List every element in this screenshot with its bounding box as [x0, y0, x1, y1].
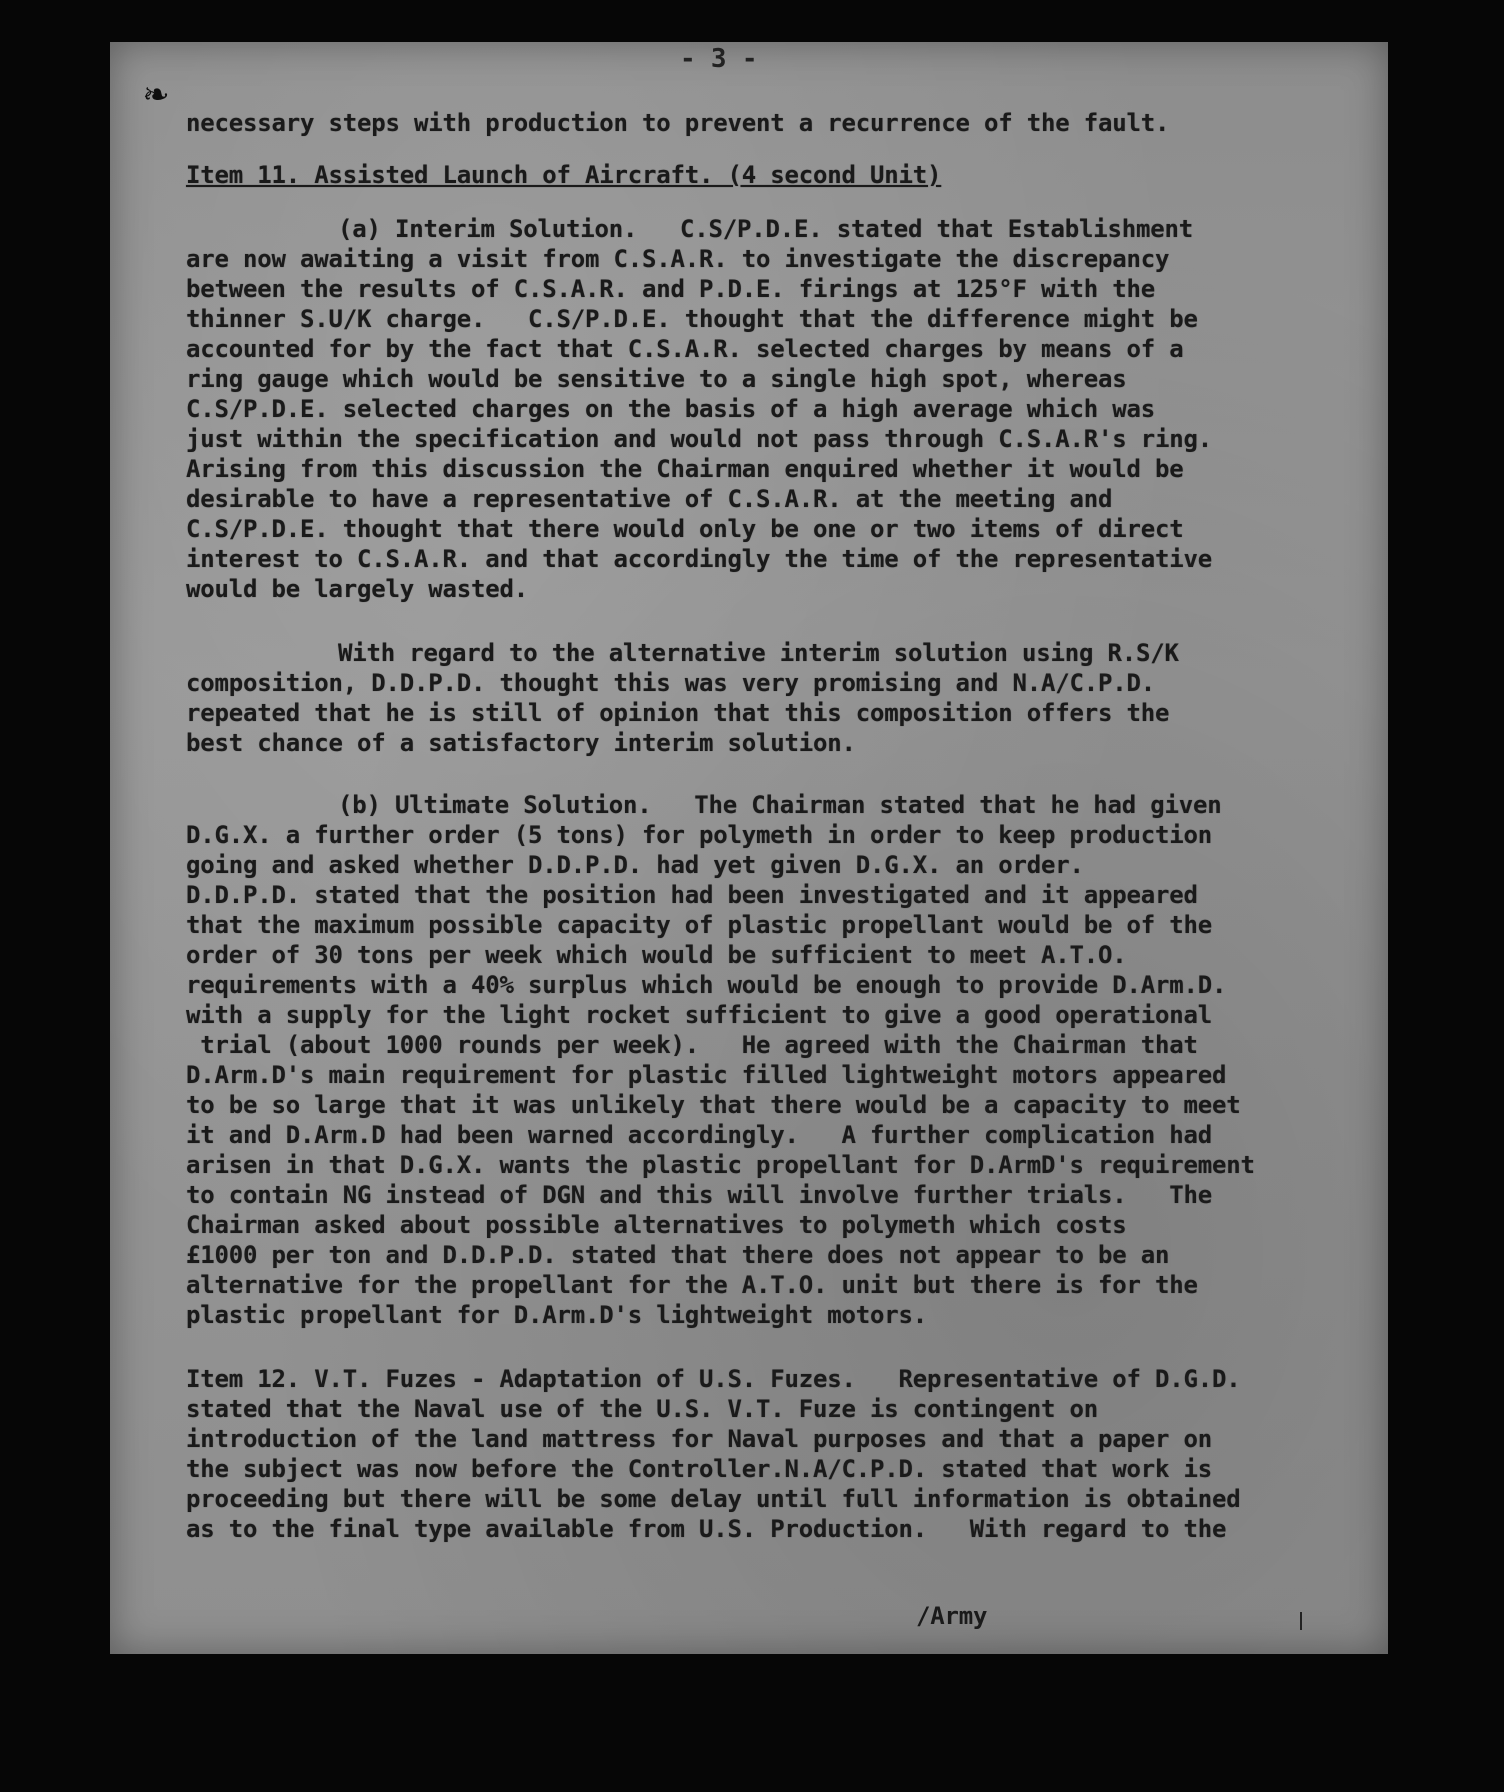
margin-tick — [1300, 1612, 1302, 1630]
text-line: it and D.Arm.D had been warned accordingly. A further complication had — [186, 1121, 1212, 1149]
text-line: Chairman asked about possible alternatives to polymeth which costs — [186, 1211, 1127, 1239]
text-line: between the results of C.S.A.R. and P.D.E. firings at 125°F with the — [186, 275, 1155, 303]
catchword-footer: /Army — [916, 1602, 988, 1630]
text-line: C.S/P.D.E. selected charges on the basis of a high average which was — [186, 395, 1155, 423]
document-page — [110, 42, 1388, 1654]
corner-mark-icon: ❧ — [144, 70, 168, 116]
text-line: (a) Interim Solution. C.S/P.D.E. stated that Establishment — [338, 215, 1193, 243]
text-line: best chance of a satisfactory interim solution. — [186, 729, 856, 757]
item-11-heading: Item 11. Assisted Launch of Aircraft. (4 second Unit) — [186, 161, 942, 189]
text-line: plastic propellant for D.Arm.D's lightweight motors. — [186, 1301, 927, 1329]
text-line: just within the specification and would not pass through C.S.A.R's ring. — [186, 425, 1212, 453]
text-line: with a supply for the light rocket sufficient to give a good operational — [186, 1001, 1212, 1029]
text-line: D.D.P.D. stated that the position had been investigated and it appeared — [186, 881, 1198, 909]
text-line: alternative for the propellant for the A.T.O. unit but there is for the — [186, 1271, 1198, 1299]
item-12-heading: Item 12. V.T. Fuzes - Adaptation of U.S. Fuzes. Representative of D.G.D. — [186, 1365, 1241, 1393]
text-line: are now awaiting a visit from C.S.A.R. to investigate the discrepancy — [186, 245, 1170, 273]
text-line: order of 30 tons per week which would be sufficient to meet A.T.O. — [186, 941, 1127, 969]
text-line: that the maximum possible capacity of plastic propellant would be of the — [186, 911, 1212, 939]
text-line: the subject was now before the Controller.N.A/C.P.D. stated that work is — [186, 1455, 1212, 1483]
text-line: accounted for by the fact that C.S.A.R. selected charges by means of a — [186, 335, 1184, 363]
text-line: D.Arm.D's main requirement for plastic filled lightweight motors appeared — [186, 1061, 1227, 1089]
text-line: would be largely wasted. — [186, 575, 528, 603]
page-number: - 3 - — [680, 44, 758, 74]
text-line: going and asked whether D.D.P.D. had yet given D.G.X. an order. — [186, 851, 1084, 879]
text-line: composition, D.D.P.D. thought this was very promising and N.A/C.P.D. — [186, 669, 1155, 697]
text-line: proceeding but there will be some delay until full information is obtained — [186, 1485, 1241, 1513]
text-line: With regard to the alternative interim solution using R.S/K — [338, 639, 1179, 667]
text-line: interest to C.S.A.R. and that accordingly the time of the representative — [186, 545, 1212, 573]
text-line: introduction of the land mattress for Naval purposes and that a paper on — [186, 1425, 1212, 1453]
text-line: (b) Ultimate Solution. The Chairman stated that he had given — [338, 791, 1222, 819]
text-line: to contain NG instead of DGN and this will involve further trials. The — [186, 1181, 1212, 1209]
text-line: stated that the Naval use of the U.S. V.T. Fuze is contingent on — [186, 1395, 1098, 1423]
text-line: repeated that he is still of opinion that this composition offers the — [186, 699, 1170, 727]
text-line: ring gauge which would be sensitive to a single high spot, whereas — [186, 365, 1127, 393]
text-line: necessary steps with production to prevent a recurrence of the fault. — [186, 109, 1170, 137]
text-line: Arising from this discussion the Chairman enquired whether it would be — [186, 455, 1184, 483]
text-line: trial (about 1000 rounds per week). He agreed with the Chairman that — [186, 1031, 1198, 1059]
text-line: as to the final type available from U.S. Production. With regard to the — [186, 1515, 1227, 1543]
text-line: to be so large that it was unlikely that there would be a capacity to meet — [186, 1091, 1241, 1119]
text-line: C.S/P.D.E. thought that there would only be one or two items of direct — [186, 515, 1184, 543]
text-line: desirable to have a representative of C.S.A.R. at the meeting and — [186, 485, 1113, 513]
text-line: requirements with a 40% surplus which would be enough to provide D.Arm.D. — [186, 971, 1227, 999]
text-line: D.G.X. a further order (5 tons) for polymeth in order to keep production — [186, 821, 1212, 849]
text-line: thinner S.U/K charge. C.S/P.D.E. thought that the difference might be — [186, 305, 1198, 333]
text-line: arisen in that D.G.X. wants the plastic propellant for D.ArmD's requirement — [186, 1151, 1255, 1179]
text-line: £1000 per ton and D.D.P.D. stated that there does not appear to be an — [186, 1241, 1170, 1269]
